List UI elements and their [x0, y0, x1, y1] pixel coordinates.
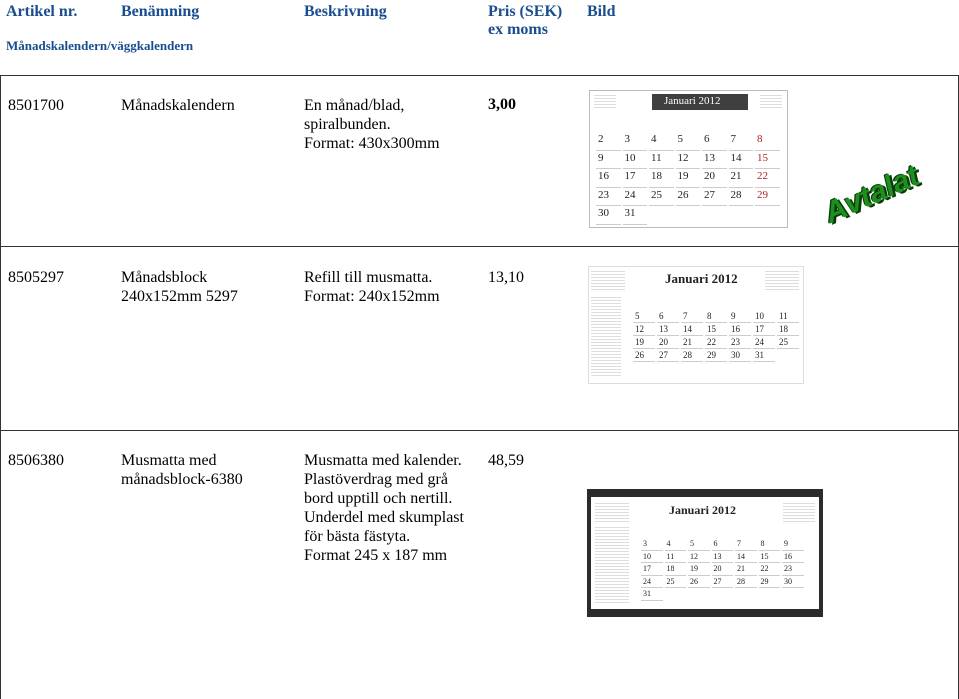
avtalat-stamp: Avtalat	[819, 159, 925, 230]
calendar-day: 21	[683, 337, 692, 347]
calendar-day: 31	[755, 350, 764, 360]
calendar-day: 26	[677, 188, 689, 201]
calendar-day: 15	[760, 551, 769, 561]
calendar-day: 6	[704, 133, 710, 145]
calendar-day: 23	[731, 337, 740, 347]
section-title: Månadskalendern/väggkalendern	[6, 38, 194, 53]
calendar-day: 7	[683, 311, 688, 321]
calendar-day: 28	[737, 576, 745, 586]
calendar-day: 8	[757, 133, 763, 145]
price: 48,59	[488, 452, 524, 469]
calendar-day: 21	[730, 170, 742, 182]
calendar-day: 27	[659, 350, 668, 360]
calendar-day: 4	[651, 133, 657, 145]
price: 13,10	[488, 269, 524, 286]
calendar-day: 16	[598, 170, 609, 182]
calendar-day: 18	[651, 170, 662, 182]
product-desc-line: Underdel med skumplast	[304, 509, 464, 526]
calendar-day: 7	[737, 539, 741, 548]
product-desc-line: Format 245 x 187 mm	[304, 547, 448, 564]
calendar-day: 27	[704, 188, 715, 201]
calendar-day: 20	[713, 564, 722, 573]
calendar-day: 20	[659, 337, 668, 347]
col-price-header: Pris (SEK)	[488, 3, 563, 20]
product-desc-line: Format: 430x300mm	[304, 135, 440, 152]
calendar-day: 20	[704, 170, 715, 182]
calendar-day: 8	[707, 311, 712, 321]
calendar-day: 17	[755, 324, 764, 334]
product-desc-line: för bästa fästyta.	[304, 528, 411, 545]
calendar-day: 15	[707, 324, 716, 334]
calendar-day: 22	[757, 170, 768, 182]
calendar-title: Januari 2012	[665, 271, 738, 286]
calendar-day: 11	[651, 151, 662, 164]
calendar-day: 12	[690, 551, 698, 561]
calendar-day: 6	[713, 539, 718, 548]
product-image-calendar	[589, 90, 788, 228]
calendar-day: 29	[757, 188, 768, 201]
calendar-day: 2	[598, 133, 604, 145]
calendar-day: 11	[666, 551, 675, 561]
col-desc-header: Beskrivning	[304, 3, 387, 20]
article-number: 8501700	[8, 97, 64, 114]
calendar-day: 31	[643, 589, 651, 598]
calendar-title: Januari 2012	[669, 503, 737, 517]
col-price-subheader: ex moms	[488, 21, 548, 38]
calendar-day: 6	[659, 311, 664, 321]
calendar-day: 19	[677, 170, 689, 182]
calendar-day: 10	[624, 151, 636, 164]
calendar-day: 25	[651, 188, 662, 201]
calendar-day: 31	[624, 207, 636, 219]
calendar-day: 24	[643, 576, 651, 586]
product-name-line: 240x152mm 5297	[121, 288, 238, 305]
calendar-day: 17	[643, 564, 651, 573]
product-name: Månadskalendern	[121, 97, 235, 114]
product-image-calendar	[588, 266, 804, 384]
calendar-day: 14	[683, 324, 692, 334]
calendar-day: 24	[624, 188, 636, 201]
calendar-day: 5	[635, 311, 640, 321]
col-image-header: Bild	[587, 3, 616, 20]
calendar-day: 21	[737, 564, 745, 573]
calendar-day: 18	[666, 564, 675, 573]
calendar-day: 25	[779, 337, 788, 347]
calendar-day: 19	[690, 564, 698, 573]
col-article-header: Artikel nr.	[6, 3, 78, 20]
calendar-day: 30	[731, 350, 740, 360]
calendar-day: 13	[713, 551, 722, 561]
calendar-day: 22	[707, 337, 716, 347]
calendar-day: 5	[677, 133, 683, 145]
calendar-day: 14	[737, 551, 745, 561]
calendar-day: 30	[598, 207, 609, 219]
calendar-day: 8	[760, 539, 765, 548]
calendar-day: 26	[635, 350, 644, 360]
calendar-day: 17	[624, 170, 636, 182]
calendar-day: 16	[731, 324, 740, 334]
calendar-day: 3	[643, 539, 647, 548]
article-number: 8505297	[8, 269, 64, 286]
calendar-day: 28	[730, 188, 742, 201]
calendar-day: 23	[598, 188, 609, 201]
col-name-header: Benämning	[121, 3, 200, 20]
calendar-day: 12	[635, 324, 644, 334]
header-divider	[0, 75, 959, 76]
calendar-day: 29	[760, 576, 769, 586]
product-desc-line: Format: 240x152mm	[304, 288, 440, 305]
calendar-day: 23	[784, 564, 792, 573]
calendar-day: 24	[755, 337, 764, 347]
calendar-day: 4	[666, 539, 671, 548]
calendar-day: 15	[757, 151, 768, 164]
calendar-day: 16	[784, 551, 792, 561]
calendar-day: 30	[784, 576, 792, 586]
calendar-day: 27	[713, 576, 722, 586]
calendar-day: 14	[730, 151, 742, 164]
product-desc-line: Refill till musmatta.	[304, 269, 433, 286]
product-desc-line: Musmatta med kalender.	[304, 452, 462, 469]
product-name-line: Månadsblock	[121, 269, 208, 286]
row-divider-2	[0, 430, 959, 431]
product-desc-line: En månad/blad,	[304, 97, 405, 114]
product-name-line: Musmatta med	[121, 452, 217, 469]
calendar-day: 9	[784, 539, 788, 548]
calendar-day: 18	[779, 324, 788, 334]
calendar-day: 19	[635, 337, 644, 347]
calendar-day: 28	[683, 350, 692, 360]
calendar-title: Januari 2012	[664, 95, 721, 107]
left-border	[0, 75, 1, 699]
calendar-day: 13	[659, 324, 668, 334]
product-image-mousepad	[587, 489, 823, 617]
calendar-day: 7	[730, 133, 736, 145]
product-name-line: månadsblock-6380	[121, 471, 243, 488]
calendar-day: 13	[704, 151, 715, 164]
calendar-day: 29	[707, 350, 716, 360]
calendar-day: 9	[598, 151, 604, 164]
price: 3,00	[488, 96, 516, 113]
calendar-day: 25	[666, 576, 675, 586]
calendar-day: 5	[690, 539, 694, 548]
calendar-day: 10	[755, 311, 764, 321]
calendar-day: 26	[690, 576, 698, 586]
row-divider-1	[0, 246, 959, 247]
calendar-day: 3	[624, 133, 630, 145]
product-desc-line: Plastöverdrag med grå	[304, 471, 448, 488]
calendar-day: 22	[760, 564, 769, 573]
calendar-day: 10	[643, 551, 651, 561]
article-number: 8506380	[8, 452, 64, 469]
calendar-day: 9	[731, 311, 736, 321]
calendar-day: 12	[677, 151, 689, 164]
product-desc-line: spiralbunden.	[304, 116, 391, 133]
product-desc-line: bord upptill och nertill.	[304, 490, 453, 507]
calendar-day: 11	[779, 311, 788, 321]
